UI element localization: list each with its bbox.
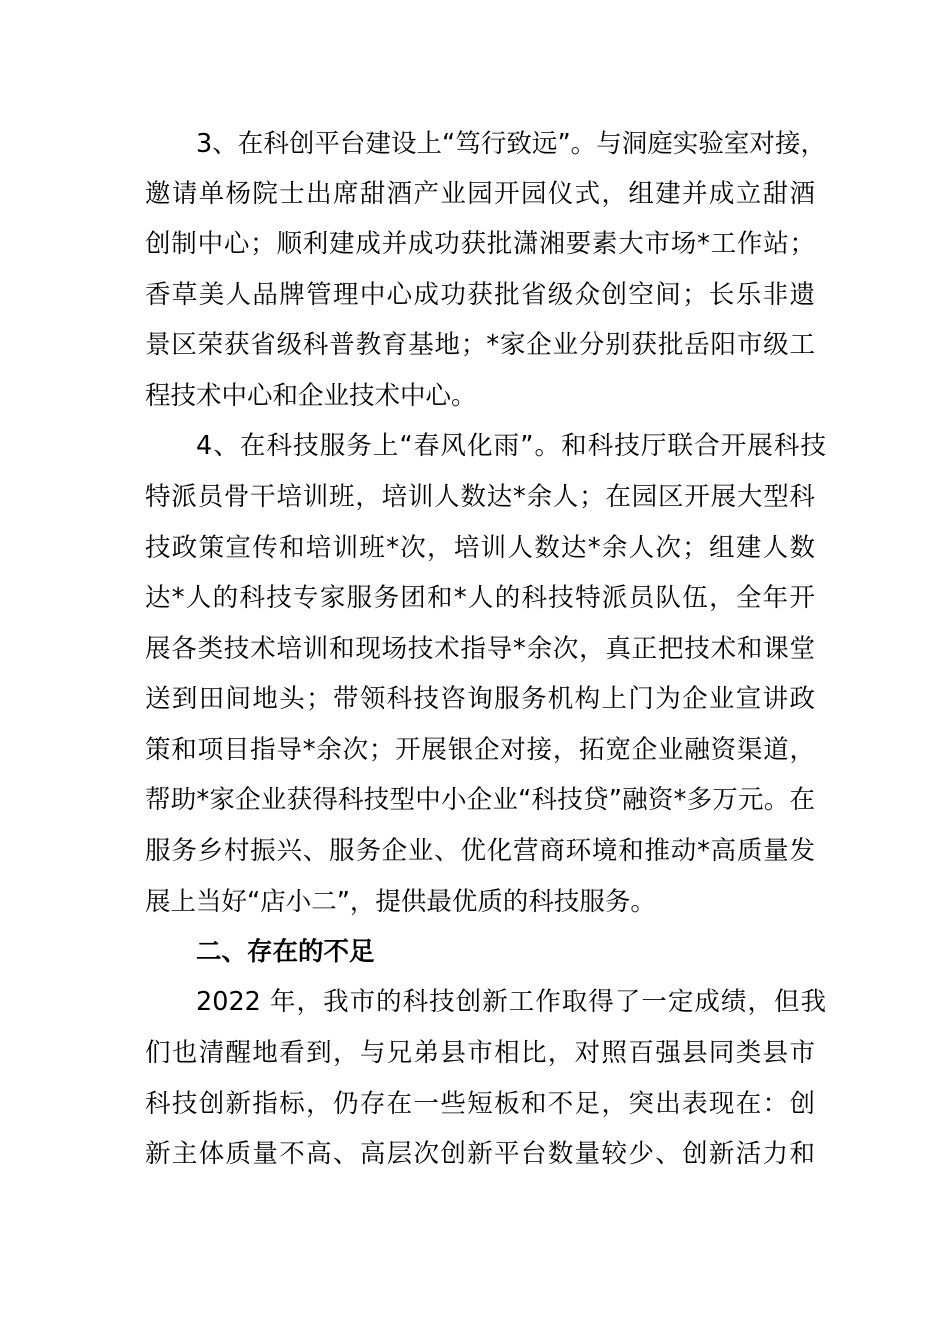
paragraph-line: 3、在科创平台建设上“笃行致远”。与洞庭实验室对接， [196,129,826,159]
paragraph-line: 邀请单杨院士出席甜酒产业园开园仪式，组建并成立甜酒 [145,179,815,209]
paragraph-line: 策和项目指导*余次；开展银企对接，拓宽企业融资渠道， [145,735,815,765]
paragraph-line: 景区荣获省级科普教育基地；*家企业分别获批岳阳市级工 [145,330,815,360]
paragraph-line: 创制中心；顺利建成并成功获批潇湘要素大市场*工作站； [145,229,815,259]
paragraph-line: 科技创新指标，仍存在一些短板和不足，突出表现在：创 [145,1089,815,1119]
paragraph-line: 程技术中心和企业技术中心。 [145,381,477,411]
paragraph-line: 达*人的科技专家服务团和*人的科技特派员队伍，全年开 [145,583,815,613]
paragraph-line: 技政策宣传和培训班*次，培训人数达*余人次；组建人数 [145,533,815,563]
paragraph-line: 们也清醒地看到，与兄弟县市相比，对照百强县同类县市 [145,1038,815,1068]
paragraph-line: 展各类技术培训和现场技术指导*余次，真正把技术和课堂 [145,634,815,664]
paragraph-line: 展上当好“店小二”，提供最优质的科技服务。 [145,887,656,917]
paragraph-line: 服务乡村振兴、服务企业、优化营商环境和推动*高质量发 [145,836,815,866]
paragraph-line: 香草美人品牌管理中心成功获批省级众创空间；长乐非遗 [145,280,815,310]
paragraph-line: 送到田间地头；带领科技咨询服务机构上门为企业宣讲政 [145,684,815,714]
section-heading: 二、存在的不足 [196,937,375,967]
paragraph-line: 特派员骨干培训班，培训人数达*余人；在园区开展大型科 [145,482,815,512]
paragraph-line: 帮助*家企业获得科技型中小企业“科技贷”融资*多万元。在 [145,785,815,815]
paragraph-line: 2022 年，我市的科技创新工作取得了一定成绩，但我 [196,987,826,1017]
paragraph-line: 新主体质量不高、高层次创新平台数量较少、创新活力和 [145,1139,815,1169]
paragraph-line: 4、在科技服务上“春风化雨”。和科技厅联合开展科技 [196,431,826,461]
